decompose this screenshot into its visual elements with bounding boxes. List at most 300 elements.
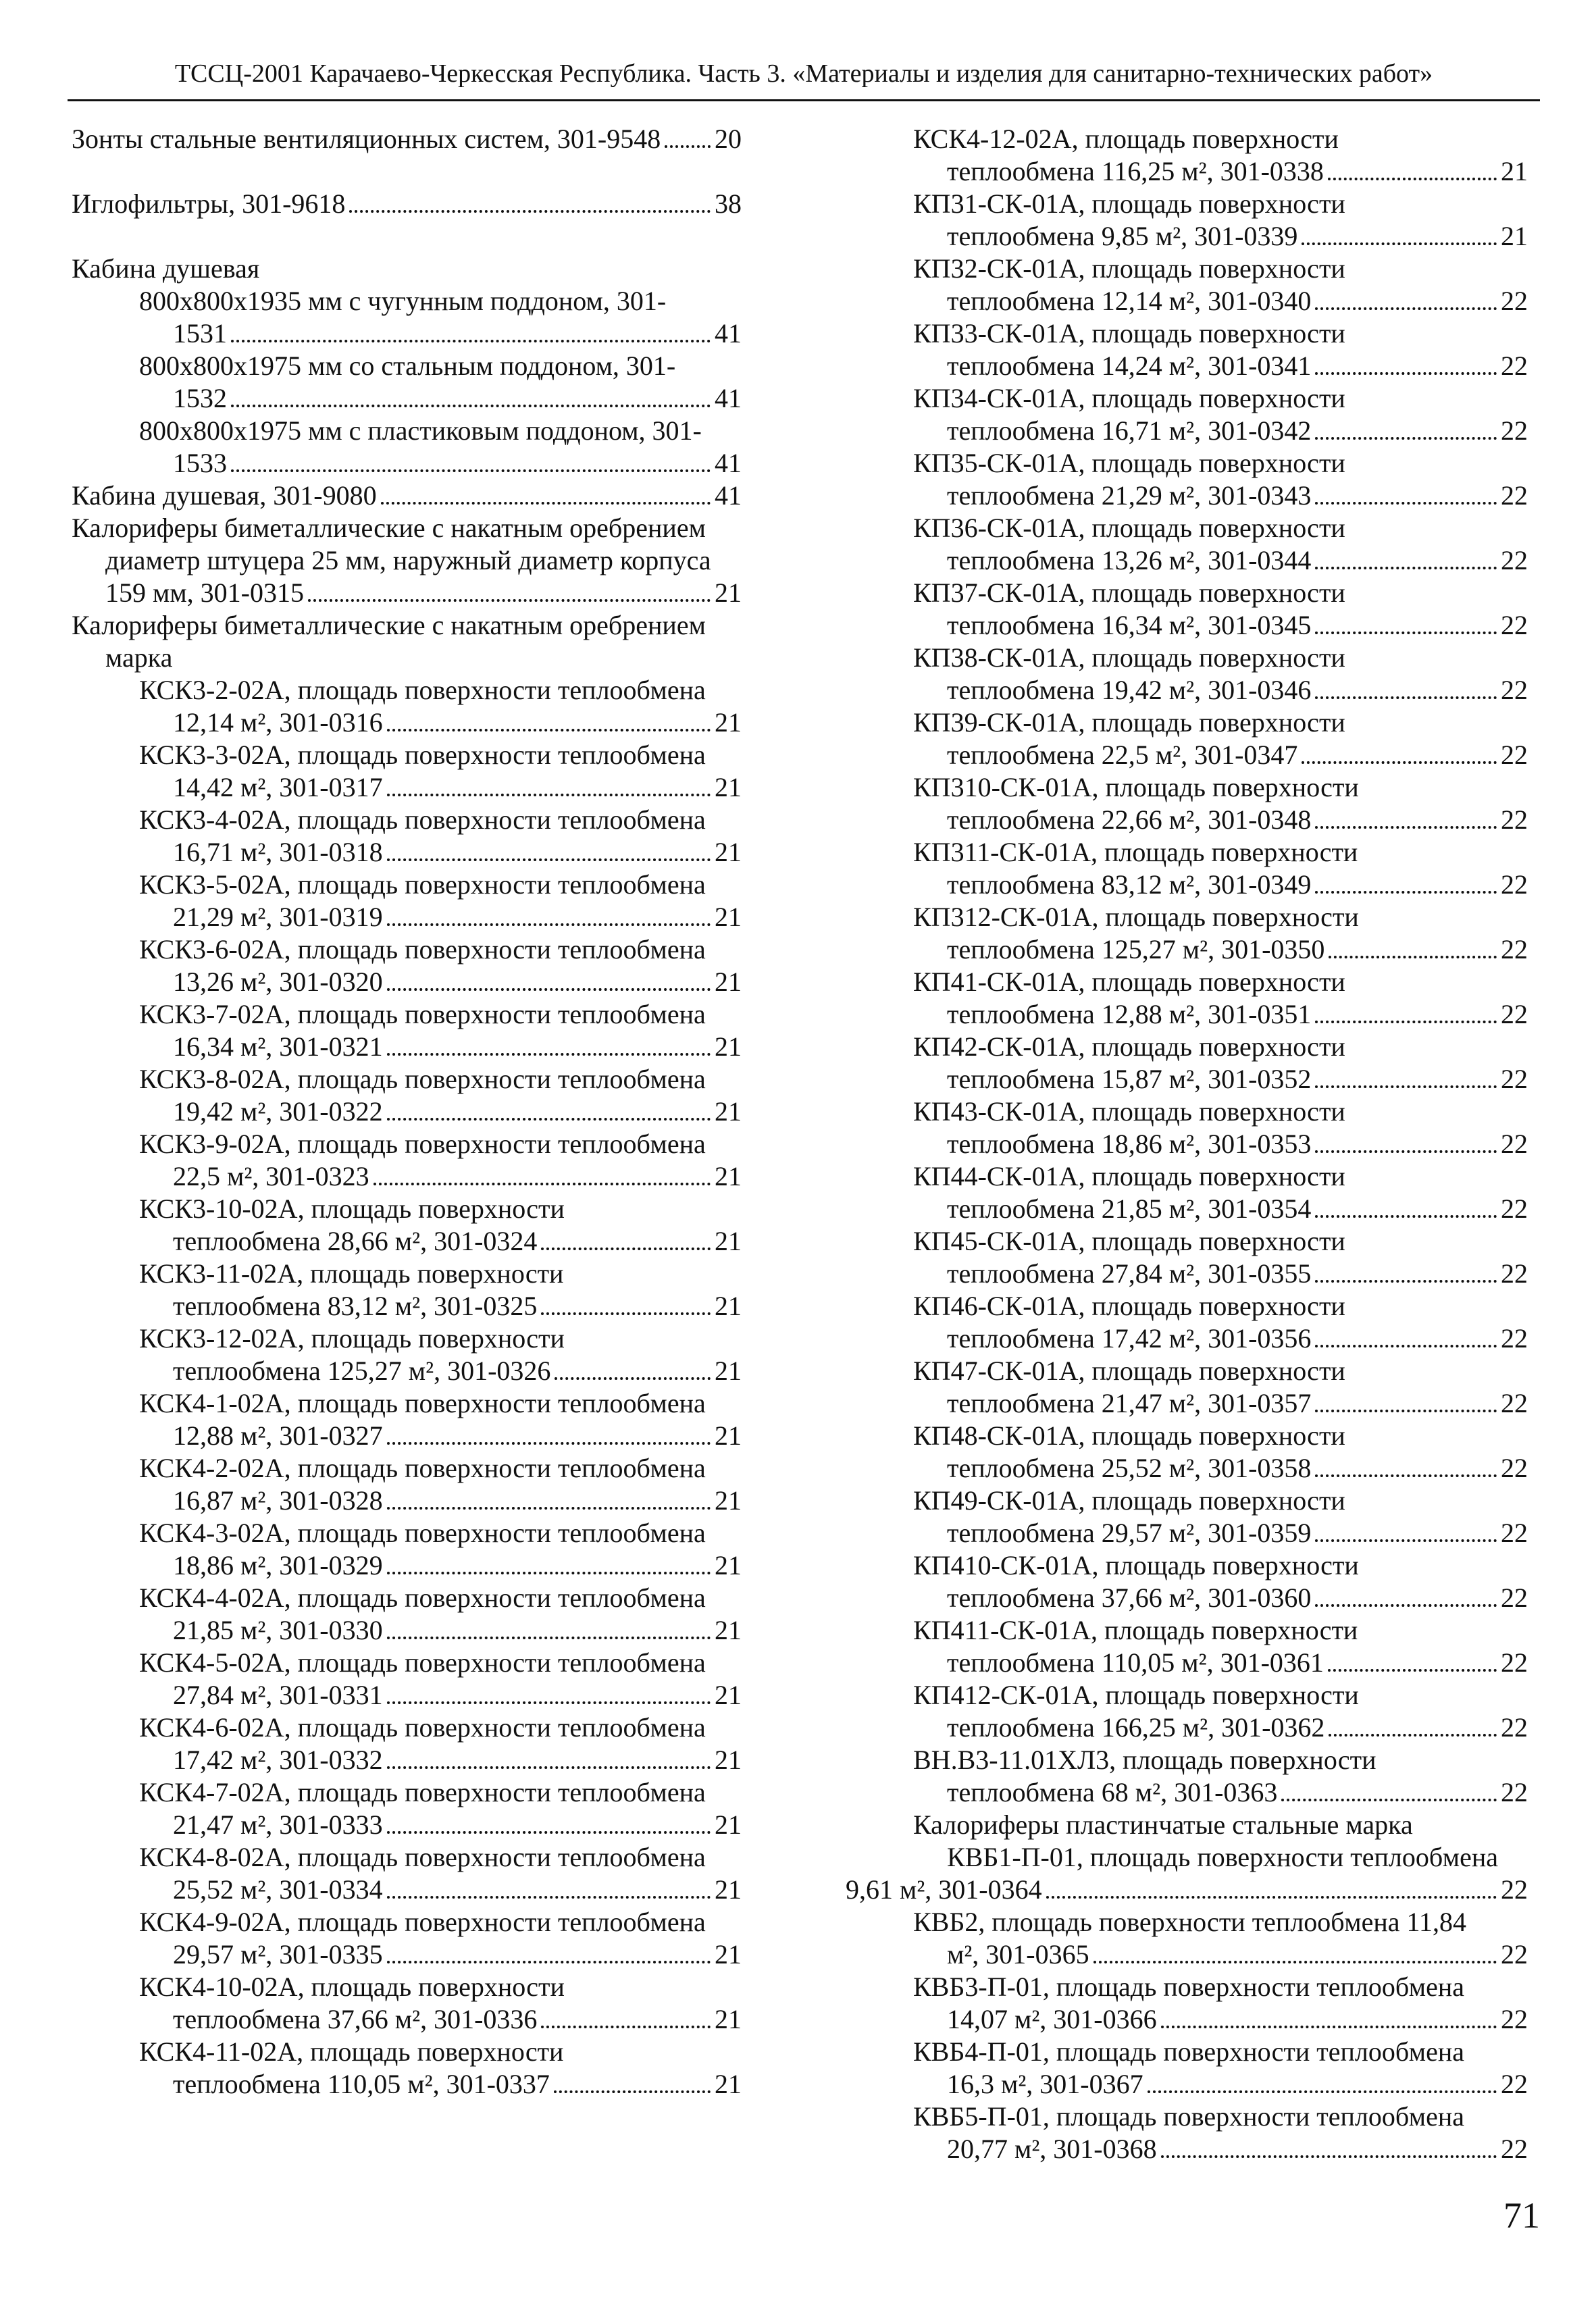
index-entry-page: 22 xyxy=(1501,2004,1528,2034)
index-entry xyxy=(72,771,742,804)
index-entry xyxy=(72,1160,742,1193)
index-entry-page: 21 xyxy=(715,902,742,932)
index-entry-text: КП31-СК-01А, площадь поверхности xyxy=(913,188,1345,219)
index-entry xyxy=(846,285,1528,317)
index-entry-text: 16,3 м², 301-0367 xyxy=(947,2069,1143,2099)
index-entry xyxy=(72,1809,742,1841)
index-entry-text: 19,42 м², 301-0322 xyxy=(173,1096,383,1127)
index-entry xyxy=(72,1517,742,1549)
index-entry-text: КП410-СК-01А, площадь поверхности xyxy=(913,1550,1359,1580)
dot-leader xyxy=(1315,1539,1497,1542)
index-entry-text: марка xyxy=(105,642,173,673)
index-entry-text: теплообмена 12,14 м², 301-0340 xyxy=(947,286,1312,316)
index-entry xyxy=(72,1452,742,1485)
dot-leader xyxy=(231,469,711,472)
index-entry-page: 22 xyxy=(1501,1388,1528,1418)
index-entry xyxy=(72,933,742,966)
index-entry xyxy=(846,1063,1528,1096)
index-entry-text: теплообмена 28,66 м², 301-0324 xyxy=(173,1226,538,1256)
dot-leader xyxy=(665,145,711,148)
index-entry-text: КСК3-12-02А, площадь поверхности xyxy=(139,1323,565,1354)
index-entry xyxy=(846,1193,1528,1225)
index-entry xyxy=(846,1225,1528,1258)
index-entry xyxy=(846,1712,1528,1744)
index-entry-page: 22 xyxy=(1501,1193,1528,1224)
index-entry-page: 22 xyxy=(1501,480,1528,511)
dot-leader xyxy=(541,2026,711,2028)
index-entry-page: 21 xyxy=(715,1161,742,1191)
index-entry-text: 12,88 м², 301-0327 xyxy=(173,1420,383,1451)
index-entry xyxy=(846,1322,1528,1355)
index-entry-text: 14,07 м², 301-0366 xyxy=(947,2004,1157,2034)
index-entry-page: 22 xyxy=(1501,2069,1528,2099)
index-entry-text: теплообмена 16,71 м², 301-0342 xyxy=(947,415,1312,446)
index-entry xyxy=(846,1744,1528,1776)
header-rule xyxy=(68,99,1540,101)
index-entry xyxy=(846,1549,1528,1582)
dot-leader xyxy=(1315,632,1497,634)
dot-leader xyxy=(231,405,711,407)
index-entry xyxy=(72,1290,742,1322)
index-entry-text: теплообмена 14,24 м², 301-0341 xyxy=(947,351,1312,381)
index-entry xyxy=(846,1679,1528,1712)
index-entry xyxy=(846,1160,1528,1193)
index-entry xyxy=(72,901,742,933)
index-entry-text: 16,34 м², 301-0321 xyxy=(173,1031,383,1062)
index-entry xyxy=(846,1485,1528,1517)
index-entry-page: 22 xyxy=(1501,740,1528,770)
index-entry-page: 21 xyxy=(715,1874,742,1905)
index-entry-page: 22 xyxy=(1501,415,1528,446)
index-entry-text: 29,57 м², 301-0335 xyxy=(173,1939,383,1970)
index-entry-text: Калориферы биметаллические с накатным оребрением xyxy=(72,610,706,640)
index-entry xyxy=(72,609,742,642)
index-entry-text: теплообмена 16,34 м², 301-0345 xyxy=(947,610,1312,640)
index-entry-text: КП34-СК-01А, площадь поверхности xyxy=(913,383,1345,413)
dot-leader xyxy=(1281,1799,1497,1801)
index-entry-page: 21 xyxy=(715,1356,742,1386)
index-entry xyxy=(72,350,742,382)
dot-leader xyxy=(387,729,711,731)
index-entry xyxy=(72,1614,742,1647)
index-entry-text: КСК4-10-02А, площадь поверхности xyxy=(139,1972,565,2002)
index-entry xyxy=(72,706,742,739)
index-entry-text: 21,29 м², 301-0319 xyxy=(173,902,383,932)
index-entry-text: КП42-СК-01А, площадь поверхности xyxy=(913,1031,1345,1062)
index-entry-page: 22 xyxy=(1501,869,1528,900)
index-entry xyxy=(846,1258,1528,1290)
index-entry xyxy=(72,2068,742,2101)
dot-leader xyxy=(1315,1215,1497,1218)
index-entry xyxy=(846,836,1528,869)
index-entry xyxy=(846,966,1528,998)
index-entry-text: 800x800x1935 мм с чугунным поддоном, 301- xyxy=(139,286,667,316)
index-entry-text: КП49-СК-01А, площадь поверхности xyxy=(913,1485,1345,1516)
dot-leader xyxy=(387,1118,711,1121)
index-entry xyxy=(846,447,1528,480)
index-entry-page: 21 xyxy=(715,837,742,867)
index-entry xyxy=(72,1225,742,1258)
index-entry-text: ВН.В3-11.01ХЛ3, площадь поверхности xyxy=(913,1745,1376,1775)
index-entry-text: КСК3-9-02А, площадь поверхности теплообмена xyxy=(139,1129,706,1159)
index-entry xyxy=(72,577,742,609)
index-entry xyxy=(72,1031,742,1063)
index-entry-page: 21 xyxy=(715,2004,742,2034)
dot-leader xyxy=(231,340,711,342)
index-entry-text: КСК3-2-02А, площадь поверхности теплообмена xyxy=(139,675,706,705)
index-entry xyxy=(72,2036,742,2068)
dot-leader xyxy=(1329,956,1497,958)
index-entry-text: 16,87 м², 301-0328 xyxy=(173,1485,383,1516)
index-entry-text: КВБ2, площадь поверхности теплообмена 11,84 xyxy=(913,1907,1467,1937)
index-entry xyxy=(72,1971,742,2003)
index-entry-text: КСК4-6-02А, площадь поверхности теплообмена xyxy=(139,1712,706,1743)
dot-leader xyxy=(554,2090,711,2093)
index-entry-page: 41 xyxy=(715,480,742,511)
index-entry-page: 22 xyxy=(1501,1258,1528,1289)
index-entry-text: теплообмена 21,47 м², 301-0357 xyxy=(947,1388,1312,1418)
index-entry-text: теплообмена 83,12 м², 301-0325 xyxy=(173,1291,538,1321)
index-entry xyxy=(846,2003,1528,2036)
dot-leader xyxy=(1302,761,1497,764)
index-entry-text: КСК4-11-02А, площадь поверхности xyxy=(139,2036,564,2067)
index-entry-page: 21 xyxy=(715,1291,742,1321)
dot-leader xyxy=(1315,1604,1497,1607)
index-entry-text: 800x800x1975 мм с пластиковым поддоном, 301- xyxy=(139,415,702,446)
index-entry-text: КП312-СК-01А, площадь поверхности xyxy=(913,902,1359,932)
index-entry-page: 22 xyxy=(1501,1939,1528,1970)
index-entry-text: теплообмена 37,66 м², 301-0360 xyxy=(947,1583,1312,1613)
index-entry-text: КП35-СК-01А, площадь поверхности xyxy=(913,448,1345,478)
index-entry-text: КСК4-4-02А, площадь поверхности теплообмена xyxy=(139,1583,706,1613)
index-entry xyxy=(72,1582,742,1614)
dot-leader xyxy=(308,599,711,602)
index-entry xyxy=(72,188,742,220)
index-entry xyxy=(72,285,742,317)
index-entry-page: 41 xyxy=(715,383,742,413)
index-entry-text: 9,61 м², 301-0364 xyxy=(846,1874,1042,1905)
entry-spacer xyxy=(72,155,742,188)
index-entry-text: КП46-СК-01А, площадь поверхности xyxy=(913,1291,1345,1321)
index-entry xyxy=(72,642,742,674)
index-entry xyxy=(846,512,1528,544)
index-entry-page: 21 xyxy=(715,1485,742,1516)
index-entry xyxy=(846,1128,1528,1160)
index-entry-page: 21 xyxy=(715,1550,742,1580)
index-entry xyxy=(72,1387,742,1420)
index-entry-text: теплообмена 83,12 м², 301-0349 xyxy=(947,869,1312,900)
index-entry xyxy=(846,1387,1528,1420)
index-entry-text: 159 мм, 301-0315 xyxy=(105,577,304,608)
index-entry-page: 21 xyxy=(715,1939,742,1970)
index-entry-text: КП39-СК-01А, площадь поверхности xyxy=(913,707,1345,738)
index-entry-text: теплообмена 18,86 м², 301-0353 xyxy=(947,1129,1312,1159)
index-entry xyxy=(72,998,742,1031)
index-entry-text: КСК4-5-02А, площадь поверхности теплообмена xyxy=(139,1647,706,1678)
index-entry-text: КП32-СК-01А, площадь поверхности xyxy=(913,253,1345,284)
index-entry-text: 1531 xyxy=(173,318,227,349)
dot-leader xyxy=(387,1896,711,1899)
index-entry xyxy=(72,253,742,285)
index-entry-text: КП411-СК-01А, площадь поверхности xyxy=(913,1615,1358,1645)
dot-leader xyxy=(1093,1961,1497,1963)
index-entry xyxy=(72,1712,742,1744)
dot-leader xyxy=(1315,307,1497,310)
index-entry-text: Кабина душевая, 301-9080 xyxy=(72,480,377,511)
dot-leader xyxy=(387,1507,711,1510)
index-entry xyxy=(846,706,1528,739)
index-entry xyxy=(846,220,1528,253)
index-entry-page: 21 xyxy=(715,2069,742,2099)
index-entry xyxy=(846,2101,1528,2133)
index-entry-text: КВБ4-П-01, площадь поверхности теплообмена xyxy=(913,2036,1465,2067)
index-entry xyxy=(72,123,742,155)
index-entry-text: КСК4-1-02А, площадь поверхности теплообмена xyxy=(139,1388,706,1418)
index-entry-text: КСК4-2-02А, площадь поверхности теплообмена xyxy=(139,1453,706,1483)
dot-leader xyxy=(349,210,711,213)
index-entry-text: м², 301-0365 xyxy=(947,1939,1089,1970)
dot-leader xyxy=(1315,1474,1497,1477)
index-entry-text: теплообмена 37,66 м², 301-0336 xyxy=(173,2004,538,2034)
index-entry xyxy=(846,2133,1528,2165)
index-entry xyxy=(72,1096,742,1128)
index-entry-text: 1532 xyxy=(173,383,227,413)
index-entry-text: 25,52 м², 301-0334 xyxy=(173,1874,383,1905)
dot-leader xyxy=(387,1961,711,1963)
index-entry xyxy=(72,447,742,480)
index-entry xyxy=(846,642,1528,674)
index-entry-text: теплообмена 19,42 м², 301-0346 xyxy=(947,675,1312,705)
dot-leader xyxy=(1148,2090,1497,2093)
index-entry-text: 12,14 м², 301-0316 xyxy=(173,707,383,738)
index-entry-text: КП41-СК-01А, площадь поверхности xyxy=(913,967,1345,997)
dot-leader xyxy=(387,794,711,796)
index-entry xyxy=(846,1031,1528,1063)
dot-leader xyxy=(1329,1734,1497,1737)
index-entry-text: КВБ3-П-01, площадь поверхности теплообмена xyxy=(913,1972,1465,2002)
index-entry xyxy=(72,1841,742,1874)
dot-leader xyxy=(387,1637,711,1639)
dot-leader xyxy=(1328,178,1497,180)
index-entry xyxy=(846,1517,1528,1549)
index-entry-page: 22 xyxy=(1501,1777,1528,1807)
index-entry-page: 22 xyxy=(1501,545,1528,575)
dot-leader xyxy=(1315,1150,1497,1153)
index-entry-page: 22 xyxy=(1501,1323,1528,1354)
dot-leader xyxy=(387,1766,711,1769)
index-entry-text: КСК3-5-02А, площадь поверхности теплообмена xyxy=(139,869,706,900)
running-header: ТССЦ-2001 Карачаево-Черкесская Республика. Часть 3. «Материалы и изделия для санитарно-технических работ» xyxy=(174,59,1433,88)
dot-leader xyxy=(1046,1896,1497,1899)
index-entry xyxy=(846,1938,1528,1971)
index-entry xyxy=(72,480,742,512)
index-entry-page: 21 xyxy=(1501,221,1528,251)
dot-leader xyxy=(541,1312,711,1315)
index-entry-text: Калориферы пластинчатые стальные марка xyxy=(913,1809,1413,1840)
dot-leader xyxy=(387,923,711,926)
dot-leader xyxy=(1315,437,1497,440)
index-entry-page: 21 xyxy=(715,772,742,802)
index-entry xyxy=(72,415,742,447)
index-entry-page: 21 xyxy=(1501,156,1528,186)
index-entry-text: теплообмена 68 м², 301-0363 xyxy=(947,1777,1278,1807)
dot-leader xyxy=(1315,372,1497,375)
index-entry-page: 21 xyxy=(715,707,742,738)
dot-leader xyxy=(1161,2155,1497,2158)
index-entry xyxy=(72,1744,742,1776)
index-entry-text: теплообмена 15,87 м², 301-0352 xyxy=(947,1064,1312,1094)
index-entry-text: теплообмена 12,88 м², 301-0351 xyxy=(947,999,1312,1029)
index-entry xyxy=(72,869,742,901)
index-entry xyxy=(72,382,742,415)
page-number: 71 xyxy=(1503,2195,1540,2236)
index-entry xyxy=(72,1679,742,1712)
index-entry-text: теплообмена 13,26 м², 301-0344 xyxy=(947,545,1312,575)
dot-leader xyxy=(1315,826,1497,829)
index-entry-page: 22 xyxy=(1501,1064,1528,1094)
index-entry xyxy=(846,2068,1528,2101)
dot-leader xyxy=(1302,242,1497,245)
index-entry-text: 800x800x1975 мм со стальным поддоном, 301- xyxy=(139,351,676,381)
index-entry xyxy=(846,1647,1528,1679)
index-entry xyxy=(846,480,1528,512)
dot-leader xyxy=(387,1442,711,1445)
index-entry xyxy=(846,155,1528,188)
dot-leader xyxy=(1161,2026,1497,2028)
index-entry-text: КСК3-10-02А, площадь поверхности xyxy=(139,1193,565,1224)
index-entry-page: 21 xyxy=(715,967,742,997)
index-entry-page: 21 xyxy=(715,1031,742,1062)
index-entry xyxy=(72,1906,742,1938)
index-entry-page: 21 xyxy=(715,1420,742,1451)
index-column-right xyxy=(846,123,1528,2165)
index-entry-text: КП37-СК-01А, площадь поверхности xyxy=(913,577,1345,608)
index-entry xyxy=(846,1452,1528,1485)
index-entry-page: 22 xyxy=(1501,2134,1528,2164)
index-entry-text: 27,84 м², 301-0331 xyxy=(173,1680,383,1710)
index-entry-page: 22 xyxy=(1501,1453,1528,1483)
index-entry-page: 22 xyxy=(1501,1583,1528,1613)
index-entry-text: 13,26 м², 301-0320 xyxy=(173,967,383,997)
index-entry-text: теплообмена 110,05 м², 301-0361 xyxy=(947,1647,1324,1678)
index-entry xyxy=(72,739,742,771)
index-entry xyxy=(846,771,1528,804)
index-entry-text: 21,85 м², 301-0330 xyxy=(173,1615,383,1645)
index-entry xyxy=(72,1420,742,1452)
index-entry-page: 22 xyxy=(1501,999,1528,1029)
index-entry xyxy=(72,1938,742,1971)
index-entry-text: 20,77 м², 301-0368 xyxy=(947,2134,1157,2164)
index-entry-page: 41 xyxy=(715,318,742,349)
index-entry-page: 21 xyxy=(715,1680,742,1710)
index-entry-text: 22,5 м², 301-0323 xyxy=(173,1161,369,1191)
index-entry-page: 21 xyxy=(715,1809,742,1840)
index-entry-text: КВБ5-П-01, площадь поверхности теплообмена xyxy=(913,2101,1465,2132)
index-column-left xyxy=(72,123,742,2101)
entry-spacer xyxy=(72,220,742,253)
index-entry xyxy=(846,1614,1528,1647)
index-entry-text: КСК4-8-02А, площадь поверхности теплообмена xyxy=(139,1842,706,1872)
index-entry-page: 22 xyxy=(1501,286,1528,316)
index-entry xyxy=(846,1809,1528,1841)
index-entry xyxy=(72,1485,742,1517)
index-entry xyxy=(846,739,1528,771)
index-entry xyxy=(846,804,1528,836)
index-entry xyxy=(846,869,1528,901)
index-entry-text: КП44-СК-01А, площадь поверхности xyxy=(913,1161,1345,1191)
index-entry-page: 22 xyxy=(1501,1712,1528,1743)
index-entry-text: 21,47 м², 301-0333 xyxy=(173,1809,383,1840)
index-entry xyxy=(846,1971,1528,2003)
dot-leader xyxy=(555,1377,711,1380)
index-entry-text: 17,42 м², 301-0332 xyxy=(173,1745,383,1775)
index-entry-text: теплообмена 125,27 м², 301-0326 xyxy=(173,1356,551,1386)
index-entry-text: КП43-СК-01А, площадь поверхности xyxy=(913,1096,1345,1127)
index-entry xyxy=(72,544,742,577)
index-entry-page: 38 xyxy=(715,188,742,219)
index-entry-text: 14,42 м², 301-0317 xyxy=(173,772,383,802)
dot-leader xyxy=(541,1248,711,1250)
index-entry-text: теплообмена 22,66 м², 301-0348 xyxy=(947,804,1312,835)
index-entry xyxy=(846,933,1528,966)
dot-leader xyxy=(1315,1410,1497,1412)
dot-leader xyxy=(387,988,711,991)
index-entry xyxy=(846,253,1528,285)
index-entry-page: 21 xyxy=(715,1096,742,1127)
index-entry-text: КСК4-9-02А, площадь поверхности теплообмена xyxy=(139,1907,706,1937)
index-entry xyxy=(72,804,742,836)
dot-leader xyxy=(1315,891,1497,894)
dot-leader xyxy=(1315,696,1497,699)
index-entry-page: 22 xyxy=(1501,1129,1528,1159)
index-entry-text: 1533 xyxy=(173,448,227,478)
index-entry xyxy=(72,1193,742,1225)
dot-leader xyxy=(1315,1085,1497,1088)
dot-leader xyxy=(387,1701,711,1704)
dot-leader xyxy=(1315,1280,1497,1283)
index-entry-text: теплообмена 116,25 м², 301-0338 xyxy=(947,156,1324,186)
index-entry-text: теплообмена 17,42 м², 301-0356 xyxy=(947,1323,1312,1354)
index-entry xyxy=(846,609,1528,642)
index-entry-text: теплообмена 25,52 м², 301-0358 xyxy=(947,1453,1312,1483)
index-entry-page: 41 xyxy=(715,448,742,478)
index-entry-text: КСК4-7-02А, площадь поверхности теплообмена xyxy=(139,1777,706,1807)
index-entry xyxy=(72,1322,742,1355)
index-entry-page: 21 xyxy=(715,1226,742,1256)
index-entry xyxy=(72,836,742,869)
index-entry-text: КСК3-4-02А, площадь поверхности теплообмена xyxy=(139,804,706,835)
index-entry xyxy=(846,123,1528,155)
dot-leader xyxy=(381,502,711,505)
index-entry xyxy=(846,1582,1528,1614)
index-entry xyxy=(846,901,1528,933)
dot-leader xyxy=(1315,1345,1497,1347)
index-entry xyxy=(846,382,1528,415)
index-entry xyxy=(846,1355,1528,1387)
index-entry-page: 22 xyxy=(1501,351,1528,381)
index-entry-text: КП412-СК-01А, площадь поверхности xyxy=(913,1680,1359,1710)
index-entry xyxy=(72,512,742,544)
dot-leader xyxy=(1315,567,1497,569)
index-entry-text: КСК3-3-02А, площадь поверхности теплообмена xyxy=(139,740,706,770)
index-entry-text: КП310-СК-01А, площадь поверхности xyxy=(913,772,1359,802)
index-entry-text: теплообмена 21,29 м², 301-0343 xyxy=(947,480,1312,511)
index-entry xyxy=(846,415,1528,447)
index-entry-text: теплообмена 125,27 м², 301-0350 xyxy=(947,934,1325,965)
index-entry xyxy=(72,1355,742,1387)
index-entry-text: КП45-СК-01А, площадь поверхности xyxy=(913,1226,1345,1256)
index-entry xyxy=(72,1874,742,1906)
